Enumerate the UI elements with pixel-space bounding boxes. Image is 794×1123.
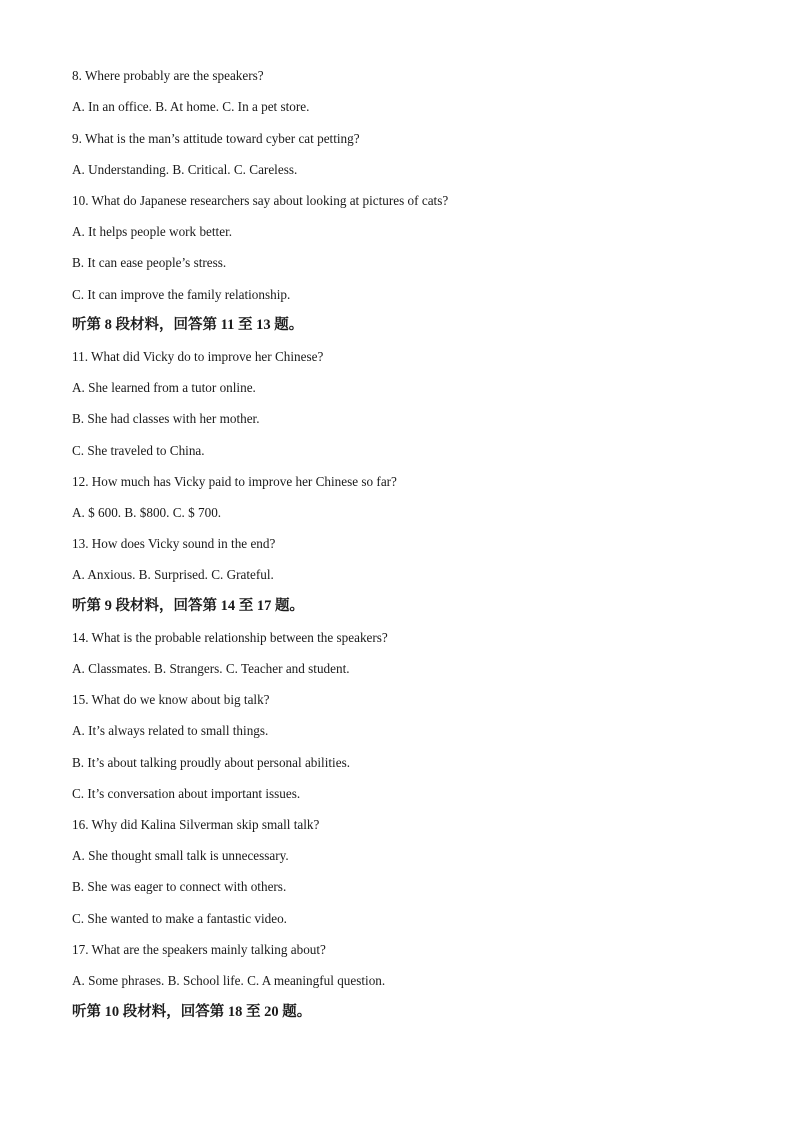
option-16-c: C. She wanted to make a fantastic video. bbox=[72, 911, 287, 926]
options-14: A. Classmates. B. Strangers. C. Teacher and student. bbox=[72, 661, 350, 676]
question-10: 10. What do Japanese researchers say about looking at pictures of cats? bbox=[72, 193, 449, 208]
question-13: 13. How does Vicky sound in the end? bbox=[72, 536, 276, 551]
section-heading-8: 听第 8 段材料，回答第 11 至 13 题。 bbox=[72, 317, 304, 333]
option-10-a: A. It helps people work better. bbox=[72, 224, 233, 239]
section-heading-9: 听第 9 段材料，回答第 14 至 17 题。 bbox=[72, 598, 304, 614]
option-11-a: A. She learned from a tutor online. bbox=[72, 380, 256, 395]
question-16: 16. Why did Kalina Silverman skip small talk? bbox=[72, 817, 320, 832]
question-17: 17. What are the speakers mainly talking about? bbox=[72, 942, 326, 957]
question-8: 8. Where probably are the speakers? bbox=[72, 68, 264, 83]
question-9: 9. What is the man’s attitude toward cyber cat petting? bbox=[72, 131, 360, 146]
options-13: A. Anxious. B. Surprised. C. Grateful. bbox=[72, 567, 274, 582]
section-heading-10: 听第 10 段材料，回答第 18 至 20 题。 bbox=[72, 1004, 312, 1020]
option-11-b: B. She had classes with her mother. bbox=[72, 411, 260, 426]
option-10-b: B. It can ease people’s stress. bbox=[72, 255, 227, 270]
option-16-a: A. She thought small talk is unnecessary. bbox=[72, 848, 289, 863]
question-15: 15. What do we know about big talk? bbox=[72, 692, 270, 707]
question-14: 14. What is the probable relationship between the speakers? bbox=[72, 630, 388, 645]
options-17: A. Some phrases. B. School life. C. A meaningful question. bbox=[72, 973, 386, 988]
options-12: A. $ 600. B. $800. C. $ 700. bbox=[72, 505, 222, 520]
option-15-b: B. It’s about talking proudly about personal abilities. bbox=[72, 755, 350, 770]
option-16-b: B. She was eager to connect with others. bbox=[72, 879, 287, 894]
options-8: A. In an office. B. At home. C. In a pet store. bbox=[72, 99, 310, 114]
question-11: 11. What did Vicky do to improve her Chinese? bbox=[72, 349, 324, 364]
option-15-c: C. It’s conversation about important issues. bbox=[72, 786, 301, 801]
option-10-c: C. It can improve the family relationship. bbox=[72, 287, 291, 302]
question-12: 12. How much has Vicky paid to improve her Chinese so far? bbox=[72, 474, 397, 489]
options-9: A. Understanding. B. Critical. C. Careless. bbox=[72, 162, 298, 177]
option-11-c: C. She traveled to China. bbox=[72, 443, 205, 458]
option-15-a: A. It’s always related to small things. bbox=[72, 723, 269, 738]
